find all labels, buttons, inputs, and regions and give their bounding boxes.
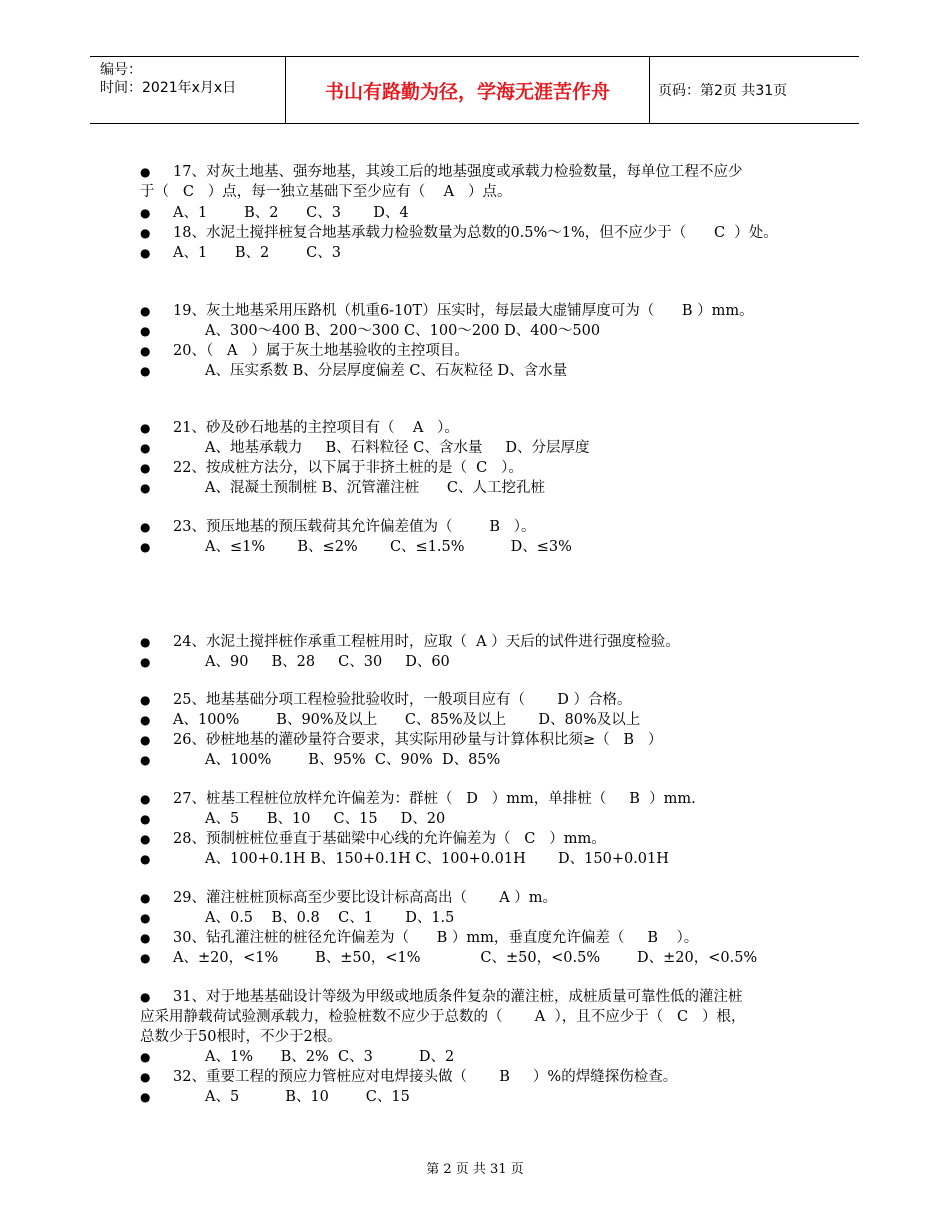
- question-text: 28、预制桩桩位垂直于基础梁中心线的允许偏差为（ C ）mm。: [173, 831, 606, 847]
- bullet-icon: ●: [140, 931, 151, 945]
- bullet-icon: ●: [140, 753, 151, 767]
- bullet-icon: ●: [140, 635, 151, 649]
- options-text: A、1% B、2% C、3 D、2: [205, 1049, 455, 1065]
- bullet-icon: ●: [140, 364, 151, 378]
- question-text: 19、灰土地基采用压路机（机重6-10T）压实时，每层最大虚铺厚度可为（ B ）mm。: [173, 303, 754, 319]
- bullet-icon: ●: [140, 1090, 151, 1104]
- options-text: A、5 B、10 C、15 D、20: [205, 811, 446, 827]
- bullet-icon: ●: [140, 165, 151, 179]
- question-text: 23、预压地基的预压载荷其允许偏差值为（ B ）。: [173, 519, 536, 535]
- bullet-icon: ●: [140, 911, 151, 925]
- question-text-line: 总数少于50根时，不少于2根。: [140, 1029, 342, 1045]
- bullet-icon: ●: [140, 832, 151, 846]
- bullet-icon: ●: [140, 792, 151, 806]
- bullet-icon: ●: [140, 852, 151, 866]
- question-text: 20、（ A ）属于灰土地基验收的主控项目。: [173, 343, 469, 359]
- bullet-icon: ●: [140, 421, 151, 435]
- options-text: A、300～400 B、200～300 C、100～200 D、400～500: [205, 323, 601, 339]
- bullet-icon: ●: [140, 246, 151, 260]
- number-label: 编号：: [100, 62, 142, 78]
- page-info: 页码：第2页 共31页: [658, 83, 788, 99]
- header-meta: [90, 57, 286, 123]
- question-text: 21、砂及砂石地基的主控项目有（ A ）。: [173, 420, 459, 436]
- options-text: A、100% B、95% C、90% D、85%: [205, 752, 501, 768]
- question-text-line: 于（ C ）点，每一独立基础下至少应有（ A ）点。: [140, 184, 512, 200]
- question-text-line: 应采用静载荷试验测承载力，检验桩数不应少于总数的（ A ），且不应少于（ C ）根，: [140, 1009, 746, 1025]
- question-text: 29、灌注桩桩顶标高至少要比设计标高高出（ A ）m。: [173, 890, 558, 906]
- bullet-icon: ●: [140, 304, 151, 318]
- options-text: A、压实系数 B、分层厚度偏差 C、石灰粒径 D、含水量: [205, 363, 568, 379]
- options-text: A、≤1% B、≤2% C、≤1.5% D、≤3%: [205, 539, 572, 555]
- bullet-icon: ●: [140, 520, 151, 534]
- question-31: [117, 987, 817, 1047]
- bullet-icon: ●: [140, 655, 151, 669]
- bullet-icon: ●: [140, 540, 151, 554]
- options-text: A、±20，<1% B、±50，<1% C、±50，<0.5% D、±20，<0.5%: [173, 950, 758, 966]
- question-text: 24、水泥土搅拌桩作承重工程桩用时，应取（ A ）天后的试件进行强度检验。: [173, 634, 680, 650]
- options-text: A、90 B、28 C、30 D、60: [205, 654, 450, 670]
- bullet-icon: ●: [140, 713, 151, 727]
- bullet-icon: ●: [140, 1050, 151, 1064]
- bullet-icon: ●: [140, 891, 151, 905]
- bullet-icon: ●: [140, 324, 151, 338]
- question-text: 25、地基基础分项工程检验批验收时，一般项目应有（ D ）合格。: [173, 692, 632, 708]
- page-footer: 第 2 页 共 31 页: [426, 1162, 524, 1177]
- bullet-icon: ●: [140, 733, 151, 747]
- bullet-icon: ●: [140, 990, 151, 1004]
- bullet-icon: ●: [140, 812, 151, 826]
- question-text: 22、按成桩方法分，以下属于非挤土桩的是（ C ）。: [173, 460, 523, 476]
- page-header: [90, 56, 859, 124]
- options-text: A、5 B、10 C、15: [205, 1089, 410, 1105]
- bullet-icon: ●: [140, 344, 151, 358]
- time-label: 时间：2021年x月x日: [100, 80, 237, 96]
- options-text: A、1 B、2 C、3: [173, 245, 341, 261]
- question-text: 30、钻孔灌注桩的桩径允许偏差为（ B ）mm，垂直度允许偏差（ B ）。: [173, 930, 699, 946]
- question-text: 18、水泥土搅拌桩复合地基承载力检验数量为总数的0.5%～1%，但不应少于（ C ）处。: [173, 225, 778, 241]
- bullet-icon: ●: [140, 206, 151, 220]
- bullet-icon: ●: [140, 951, 151, 965]
- bullet-icon: ●: [140, 693, 151, 707]
- question-17: [117, 162, 817, 202]
- question-text: 27、桩基工程桩位放样允许偏差为：群桩（ D ）mm，单排桩（ B ）mm.: [173, 791, 696, 807]
- options-text: A、0.5 B、0.8 C、1 D、1.5: [205, 910, 455, 926]
- options-text: A、1 B、2 C、3 D、4: [173, 205, 409, 221]
- bullet-icon: ●: [140, 1070, 151, 1084]
- options-text: A、100% B、90%及以上 C、85%及以上 D、80%及以上: [173, 712, 641, 728]
- question-text: 32、重要工程的预应力管桩应对电焊接头做（ B ）%的焊缝探伤检查。: [173, 1069, 678, 1085]
- bullet-icon: ●: [140, 441, 151, 455]
- options-text: A、100+0.1H B、150+0.1H C、100+0.01H D、150+0.01H: [205, 851, 669, 867]
- options-text: A、地基承载力 B、石料粒径 C、含水量 D、分层厚度: [205, 440, 590, 456]
- bullet-icon: ●: [140, 461, 151, 475]
- motto: 书山有路勤为径，学海无涯苦作舟: [286, 57, 650, 123]
- question-text: 26、砂桩地基的灌砂量符合要求，其实际用砂量与计算体积比须≥（ B ）: [173, 732, 663, 748]
- bullet-icon: ●: [140, 481, 151, 495]
- bullet-icon: ●: [140, 226, 151, 240]
- question-text-line: 17、对灰土地基、强夯地基，其竣工后的地基强度或承载力检验数量，每单位工程不应少: [173, 164, 743, 180]
- question-text-line: 31、对于地基基础设计等级为甲级或地质条件复杂的灌注桩，成桩质量可靠性低的灌注桩: [173, 989, 743, 1005]
- options-text: A、混凝土预制桩 B、沉管灌注桩 C、人工挖孔桩: [205, 480, 545, 496]
